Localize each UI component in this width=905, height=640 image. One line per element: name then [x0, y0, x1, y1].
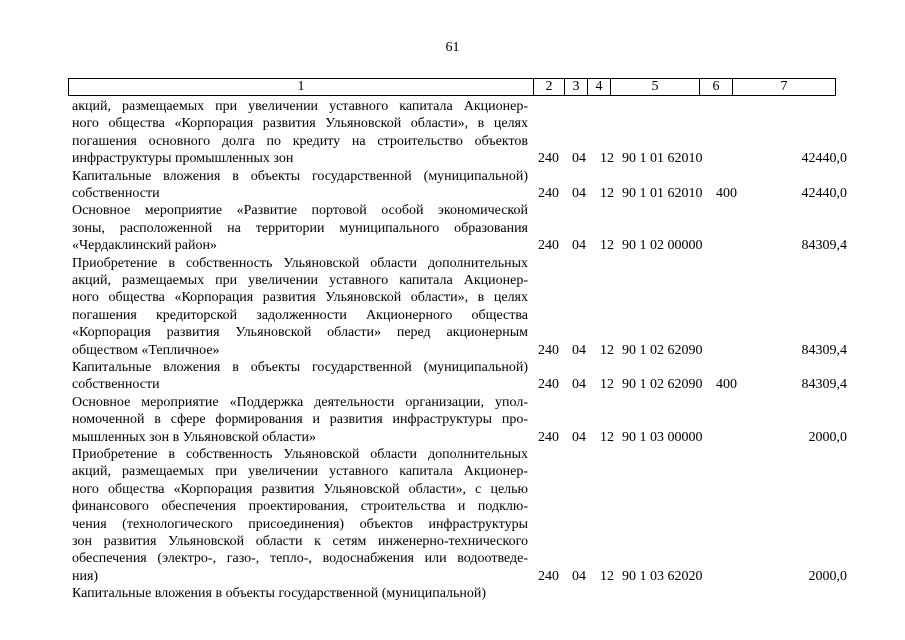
table-row	[0, 394, 905, 446]
section-code: 240	[538, 429, 559, 445]
column-header-2: 2	[534, 79, 565, 96]
subsection-code: 04	[572, 568, 586, 584]
column-header-row	[69, 79, 836, 96]
description-line: ного общества «Корпорация развития Ульяновской области», в целях	[72, 290, 528, 306]
target-article-code: 90 1 01 62010	[622, 151, 703, 167]
description-line: погашения кредиторской задолженности Акционерного общества	[72, 307, 528, 323]
section-code: 240	[538, 342, 559, 358]
subsection-code: 04	[572, 377, 586, 393]
target-article-code: 90 1 02 62090	[622, 342, 703, 358]
description-line: зоны, расположенной на территории муниципального образования	[72, 220, 528, 236]
column-header-7: 7	[733, 79, 836, 96]
target-article-code: 90 1 02 00000	[622, 238, 703, 254]
description-line: Основное мероприятие «Развитие портовой особой экономической	[72, 203, 528, 219]
subsection-code: 04	[572, 185, 586, 201]
description-line: мышленных зон в Ульяновской области»	[72, 429, 316, 445]
target-article-code: 90 1 02 62090	[622, 377, 703, 393]
row-description	[72, 168, 528, 203]
description-line: ного общества «Корпорация развития Ульяновской области», в целях	[72, 116, 528, 132]
target-article-code: 90 1 01 62010	[622, 185, 703, 201]
description-line: обеспечения (электро-, газо-, тепло-, водоснабжения или водоотведе-	[72, 551, 528, 567]
table-row	[0, 98, 905, 168]
description-line: чения (технологического присоединения) объектов инфраструктуры	[72, 516, 528, 532]
description-line: собственности	[72, 186, 160, 201]
amount: 42440,0	[801, 151, 847, 167]
table-row	[0, 202, 905, 254]
description-line: «Чердаклинский район»	[72, 238, 217, 254]
row-description	[72, 394, 528, 446]
description-line: Капитальные вложения в объекты государственной (муниципальной)	[72, 359, 528, 375]
column-header-3: 3	[565, 79, 588, 96]
table-row	[0, 446, 905, 585]
section-code: 240	[538, 185, 559, 201]
amount: 2000,0	[808, 568, 847, 584]
subsection-code-2: 12	[600, 429, 614, 445]
subsection-code: 04	[572, 151, 586, 167]
description-line: ного общества «Корпорация развития Ульяновской области», с целью	[72, 481, 528, 497]
description-line: обществом «Тепличное»	[72, 342, 220, 358]
subsection-code-2: 12	[600, 568, 614, 584]
description-line: Капитальные вложения в объекты государственной (муниципальной)	[72, 586, 487, 602]
subsection-code: 04	[572, 429, 586, 445]
subsection-code-2: 12	[600, 342, 614, 358]
description-line: зон развития Ульяновской области к сетям инженерно-технического	[72, 533, 528, 549]
subsection-code: 04	[572, 238, 586, 254]
description-line: «Корпорация развития Ульяновской области» перед акционерным	[72, 325, 528, 341]
column-header-5: 5	[611, 79, 700, 96]
table-row	[0, 585, 905, 602]
amount: 84309,4	[801, 342, 847, 358]
table-row	[0, 359, 905, 394]
description-line: акций, размещаемых при увеличении уставного капитала Акционер-	[72, 272, 528, 288]
row-description	[72, 446, 528, 585]
description-line: акций, размещаемых при увеличении уставного капитала Акционер-	[72, 464, 528, 480]
expense-type-code: 400	[716, 377, 737, 393]
row-description	[72, 359, 528, 394]
subsection-code-2: 12	[600, 238, 614, 254]
row-description	[72, 202, 528, 254]
row-description	[72, 585, 528, 602]
description-line: акций, размещаемых при увеличении уставного капитала Акционер-	[72, 99, 528, 114]
expense-type-code: 400	[716, 185, 737, 201]
description-line: Капитальные вложения в объекты государственной (муниципальной)	[72, 168, 528, 184]
target-article-code: 90 1 03 00000	[622, 429, 703, 445]
row-description	[72, 255, 528, 359]
amount: 84309,4	[801, 377, 847, 393]
section-code: 240	[538, 151, 559, 167]
row-description	[72, 98, 528, 168]
description-line: инфраструктуры промышленных зон	[72, 151, 294, 167]
description-line: погашения основного долга по кредиту на строительство объектов	[72, 133, 528, 149]
subsection-code: 04	[572, 342, 586, 358]
column-header-1: 1	[69, 79, 534, 96]
amount: 42440,0	[801, 185, 847, 201]
section-code: 240	[538, 238, 559, 254]
table-row	[0, 168, 905, 203]
description-line: собственности	[72, 377, 160, 393]
subsection-code-2: 12	[600, 377, 614, 393]
description-line: финансового обеспечения проектирования, строительства и подклю-	[72, 499, 528, 515]
amount: 2000,0	[808, 429, 847, 445]
subsection-code-2: 12	[600, 151, 614, 167]
table-row	[0, 255, 905, 359]
page-number: 61	[445, 40, 460, 55]
column-header-table	[68, 78, 836, 96]
section-code: 240	[538, 377, 559, 393]
subsection-code-2: 12	[600, 185, 614, 201]
column-header-6: 6	[700, 79, 733, 96]
description-line: ния)	[72, 568, 99, 584]
amount: 84309,4	[801, 238, 847, 254]
description-line: Приобретение в собственность Ульяновской области дополнительных	[72, 255, 528, 271]
budget-table-body	[0, 98, 905, 603]
description-line: номоченной в сфере формирования и развития инфраструктуры про-	[72, 412, 528, 428]
column-header-4: 4	[588, 79, 611, 96]
target-article-code: 90 1 03 62020	[622, 568, 703, 584]
section-code: 240	[538, 568, 559, 584]
description-line: Основное мероприятие «Поддержка деятельности организации, упол-	[72, 394, 528, 410]
description-line: Приобретение в собственность Ульяновской области дополнительных	[72, 446, 528, 462]
